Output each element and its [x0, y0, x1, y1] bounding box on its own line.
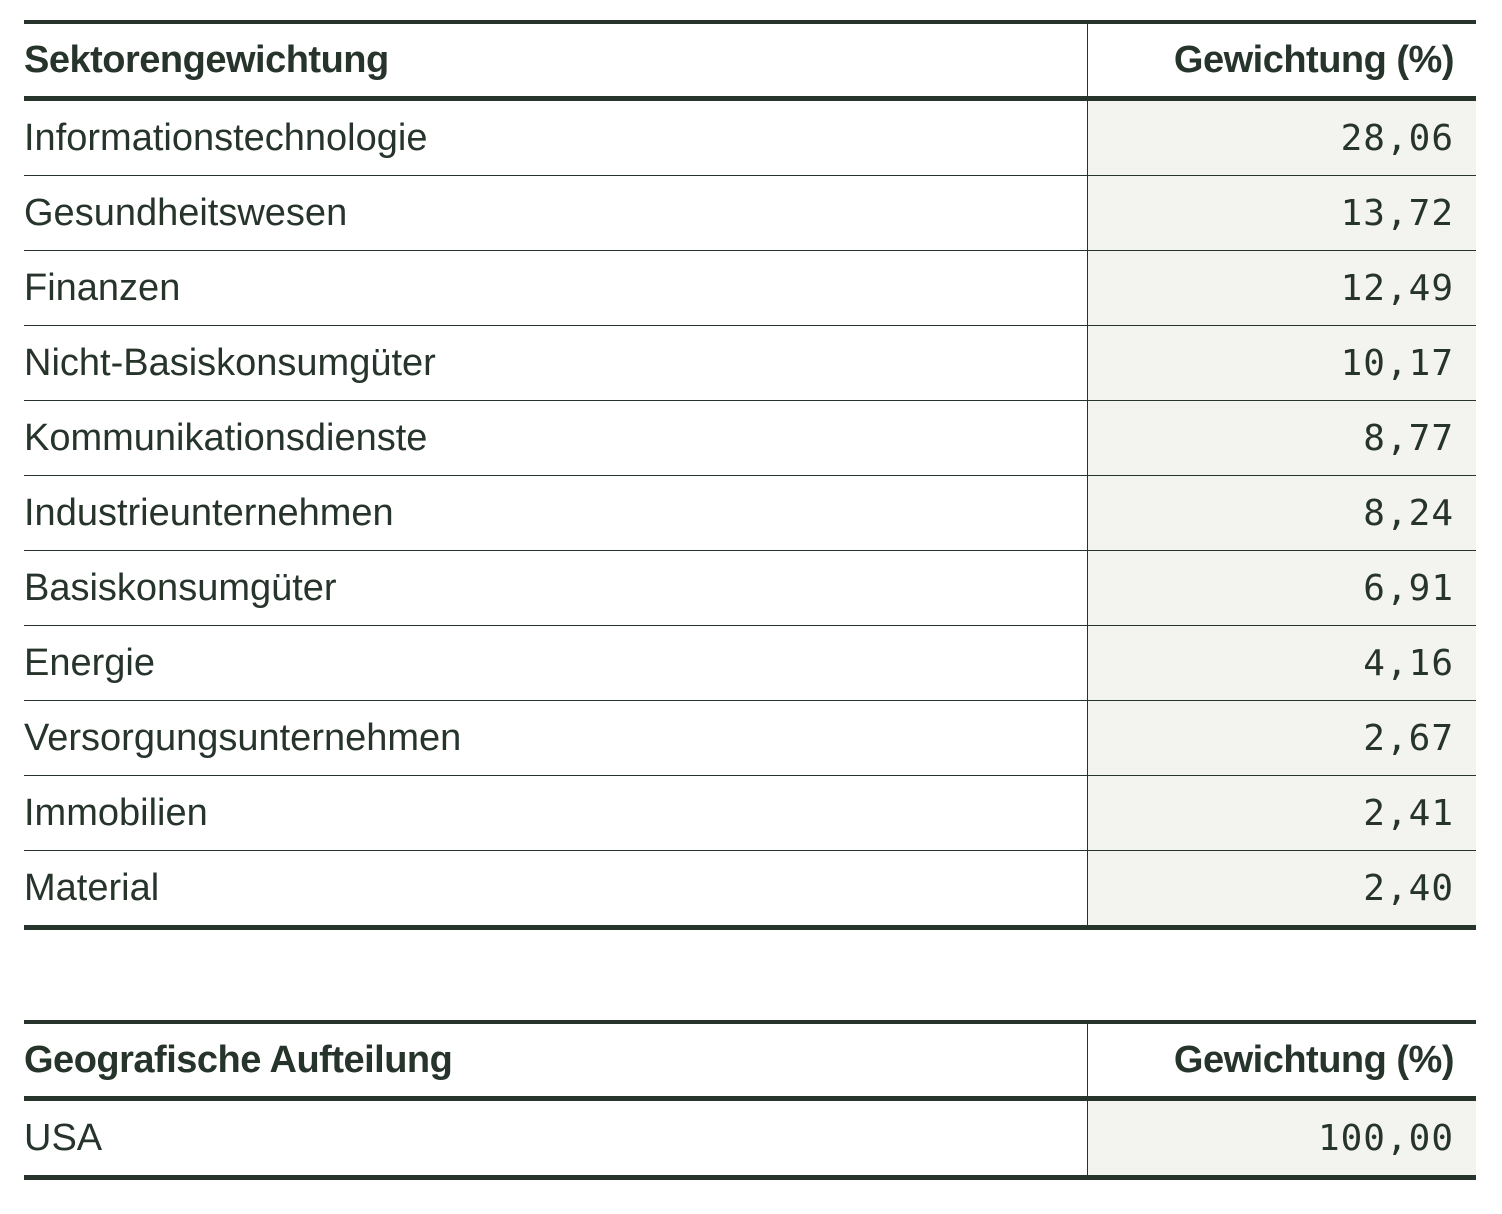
- geographic-breakdown-table: [24, 1020, 1476, 1180]
- sector-name: Immobilien: [24, 776, 1087, 851]
- sector-weight: 2,67: [1087, 701, 1476, 776]
- table-row: [24, 701, 1476, 776]
- sector-name: Gesundheitswesen: [24, 176, 1087, 251]
- table-row: [24, 401, 1476, 476]
- sector-rows: [24, 99, 1476, 928]
- geo-rows: [24, 1099, 1476, 1178]
- sector-weight: 8,77: [1087, 401, 1476, 476]
- sector-name: Material: [24, 851, 1087, 928]
- table-row: [24, 326, 1476, 401]
- table-row: [24, 1099, 1476, 1178]
- table-header-row: [24, 22, 1476, 99]
- sector-name: Versorgungsunternehmen: [24, 701, 1087, 776]
- sector-header-weight: Gewichtung (%): [1087, 22, 1476, 99]
- sector-weight: 2,40: [1087, 851, 1476, 928]
- table-row: [24, 626, 1476, 701]
- table-row: [24, 851, 1476, 928]
- table-row: [24, 251, 1476, 326]
- geo-header-weight: Gewichtung (%): [1087, 1022, 1476, 1099]
- region-weight: 100,00: [1087, 1099, 1476, 1178]
- sector-name: Nicht-Basiskonsumgüter: [24, 326, 1087, 401]
- sector-weight: 6,91: [1087, 551, 1476, 626]
- table-row: [24, 99, 1476, 176]
- sector-weighting-table: [24, 20, 1476, 930]
- sector-weight: 8,24: [1087, 476, 1476, 551]
- sector-weight: 28,06: [1087, 99, 1476, 176]
- sector-name: Finanzen: [24, 251, 1087, 326]
- table-row: [24, 476, 1476, 551]
- table-row: [24, 551, 1476, 626]
- table-header-row: [24, 1022, 1476, 1099]
- table-row: [24, 176, 1476, 251]
- region-name: USA: [24, 1099, 1087, 1178]
- sector-weight: 10,17: [1087, 326, 1476, 401]
- sector-name: Energie: [24, 626, 1087, 701]
- sector-weight: 13,72: [1087, 176, 1476, 251]
- sector-name: Basiskonsumgüter: [24, 551, 1087, 626]
- sector-weight: 12,49: [1087, 251, 1476, 326]
- sector-header-label: Sektorengewichtung: [24, 22, 1087, 99]
- geo-header-label: Geografische Aufteilung: [24, 1022, 1087, 1099]
- sector-weight: 2,41: [1087, 776, 1476, 851]
- sector-name: Informationstechnologie: [24, 99, 1087, 176]
- sector-name: Kommunikationsdienste: [24, 401, 1087, 476]
- sector-weight: 4,16: [1087, 626, 1476, 701]
- sector-name: Industrieunternehmen: [24, 476, 1087, 551]
- table-row: [24, 776, 1476, 851]
